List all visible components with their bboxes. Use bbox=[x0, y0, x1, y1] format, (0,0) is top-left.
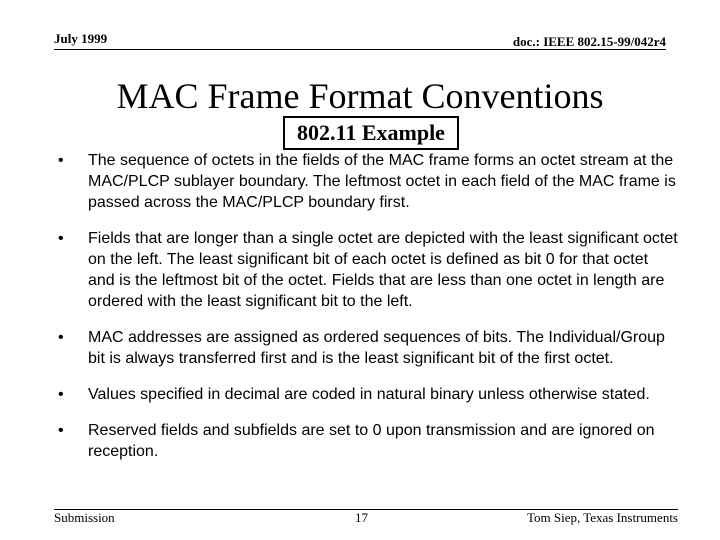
bullet-item bbox=[58, 228, 678, 312]
bullet-item bbox=[58, 150, 678, 213]
footer-author: Tom Siep, Texas Instruments bbox=[526, 510, 678, 525]
header-doc-id: doc.: IEEE 802.15-99/042r4 bbox=[512, 34, 666, 49]
bullet-mark: • bbox=[58, 422, 64, 439]
bullet-item bbox=[58, 384, 678, 405]
bullet-text: MAC addresses are assigned as ordered sequences of bits. The Individual/Group bit is always transferred first and is the least significant bit of the first octet. bbox=[88, 329, 665, 367]
bullet-mark: • bbox=[58, 152, 64, 169]
header-rule bbox=[54, 49, 666, 50]
slide-title: MAC Frame Format Conventions bbox=[116, 76, 604, 116]
bullet-text: Reserved fields and subfields are set to 0 upon transmission and are ignored on reception. bbox=[88, 422, 655, 460]
bullet-mark: • bbox=[58, 230, 64, 247]
bullet-mark: • bbox=[58, 329, 64, 346]
bullet-text: The sequence of octets in the fields of the MAC frame forms an octet stream at the MAC/PLCP sublayer boundary. The leftmost octet in each field of the MAC frame is passed across the MAC/PLCP boundary first. bbox=[88, 152, 676, 211]
footer-page-number: 17 bbox=[355, 510, 368, 525]
subtitle-box: 802.11 Example bbox=[283, 116, 459, 150]
bullet-text: Fields that are longer than a single octet are depicted with the least significant octet on the left. The least significant bit of each octet is defined as bit 0 for that octet and is the leftmost bit of the octet. Fields that are less than one octet in length are ordered with the least significant bit to the left. bbox=[88, 230, 678, 310]
bullet-item bbox=[58, 420, 678, 462]
bullet-item bbox=[58, 327, 678, 369]
bullet-text: Values specified in decimal are coded in natural binary unless otherwise stated. bbox=[88, 386, 650, 403]
bullet-list bbox=[58, 150, 678, 462]
bullet-mark: • bbox=[58, 386, 64, 403]
footer-submission: Submission bbox=[54, 510, 115, 525]
header-date: July 1999 bbox=[54, 31, 108, 46]
